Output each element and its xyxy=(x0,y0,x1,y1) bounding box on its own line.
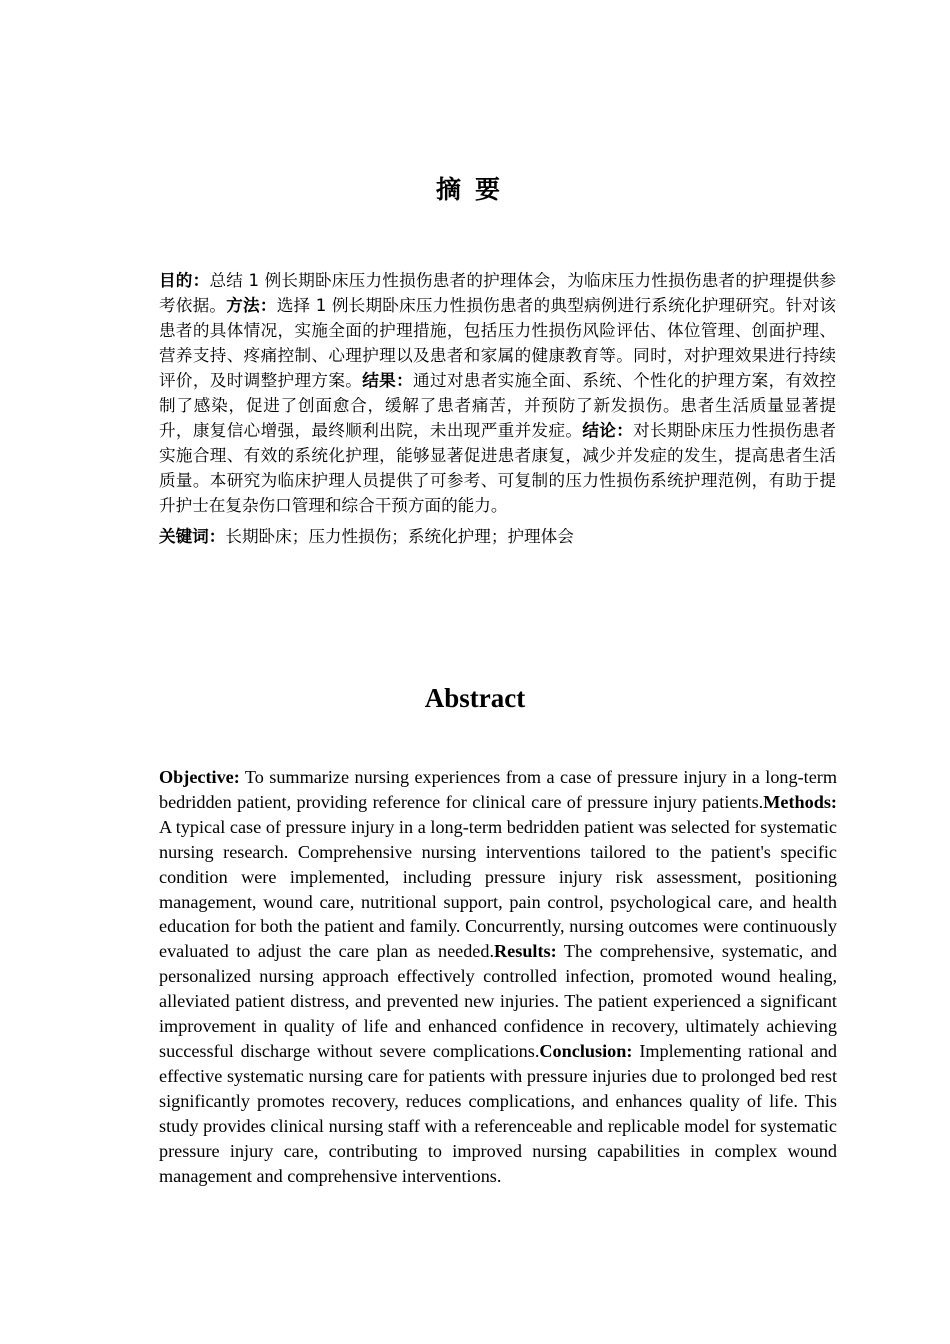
methods-text-en: A typical case of pressure injury in a long-term bedridden patient was selected for systematic nursing research. Comprehensive nursing interventions tailored to the patient's specific condition were implemented, including pressure injury risk assessment, positioning management, wound care, nutritional support, pain control, psychological care, and health education for both the patient and family. Concurrently, nursing outcomes were continuously evaluated to adjust the care plan as needed. xyxy=(159,816,837,962)
english-abstract-paragraph xyxy=(159,765,837,1188)
methods-label: 方法： xyxy=(226,296,277,315)
results-text-en: The comprehensive, systematic, and personalized nursing approach effectively controlled infection, promoted wound healing, alleviated patient distress, and prevented new injuries. The patient experienced a significant improvement in quality of life and enhanced confidence in recovery, ultimately achieving successful discharge without severe complications. xyxy=(159,941,837,1061)
english-abstract-title: Abstract xyxy=(424,683,526,713)
conclusion-text: 对长期卧床压力性损伤患者实施合理、有效的系统化护理，能够显著促进患者康复，减少并发症的发生，提高患者生活质量。本研究为临床护理人员提供了可参考、可复制的压力性损伤系统护理范例，有助于提升护士在复杂伤口管理和综合干预方面的能力。 xyxy=(159,421,837,515)
chinese-abstract-paragraph xyxy=(159,268,836,518)
keywords-label: 关键词： xyxy=(159,527,226,546)
keywords-text: 长期卧床；压力性损伤；系统化护理；护理体会 xyxy=(225,527,574,546)
english-abstract-body xyxy=(159,765,837,1188)
objective-text-en: To summarize nursing experiences from a case of pressure injury in a long-term bedridden patient, providing reference for clinical care of pressure injury patients. xyxy=(159,767,837,812)
objective-label-en: Objective: xyxy=(159,767,240,787)
chinese-abstract-title: 摘要 xyxy=(435,175,514,204)
objective-label: 目的： xyxy=(159,271,210,290)
methods-text: 选择 1 例长期卧床压力性损伤患者的典型病例进行系统化护理研究。针对该患者的具体情况，实施全面的护理措施，包括压力性损伤风险评估、体位管理、创面护理、营养支持、疼痛控制、心理护理以及患者和家属的健康教育等。同时，对护理效果进行持续评价，及时调整护理方案。 xyxy=(159,296,836,390)
chinese-abstract-body xyxy=(159,268,836,549)
objective-text: 总结 1 例长期卧床压力性损伤患者的护理体会，为临床压力性损伤患者的护理提供参考依据。 xyxy=(159,271,836,315)
methods-label-en: Methods: xyxy=(763,791,837,812)
results-label-en: Results: xyxy=(494,941,557,962)
conclusion-label-en: Conclusion: xyxy=(539,1040,633,1061)
results-label: 结果： xyxy=(362,371,414,390)
conclusion-text-en: Implementing rational and effective systematic nursing care for patients with pressure injuries due to prolonged bed rest significantly promotes recovery, reduces complications, and enhances quality of life. This study provides clinical nursing staff with a referenceable and replicable model for systematic pressure injury care, contributing to improved nursing capabilities in complex wound management and comprehensive interventions. xyxy=(159,1040,838,1186)
chinese-keywords xyxy=(159,524,836,549)
results-text: 通过对患者实施全面、系统、个性化的护理方案，有效控制了感染，促进了创面愈合，缓解了患者痛苦，并预防了新发损伤。患者生活质量显著提升，康复信心增强，最终顺利出院，未出现严重并发症。 xyxy=(159,371,837,440)
conclusion-label: 结论： xyxy=(582,421,634,440)
